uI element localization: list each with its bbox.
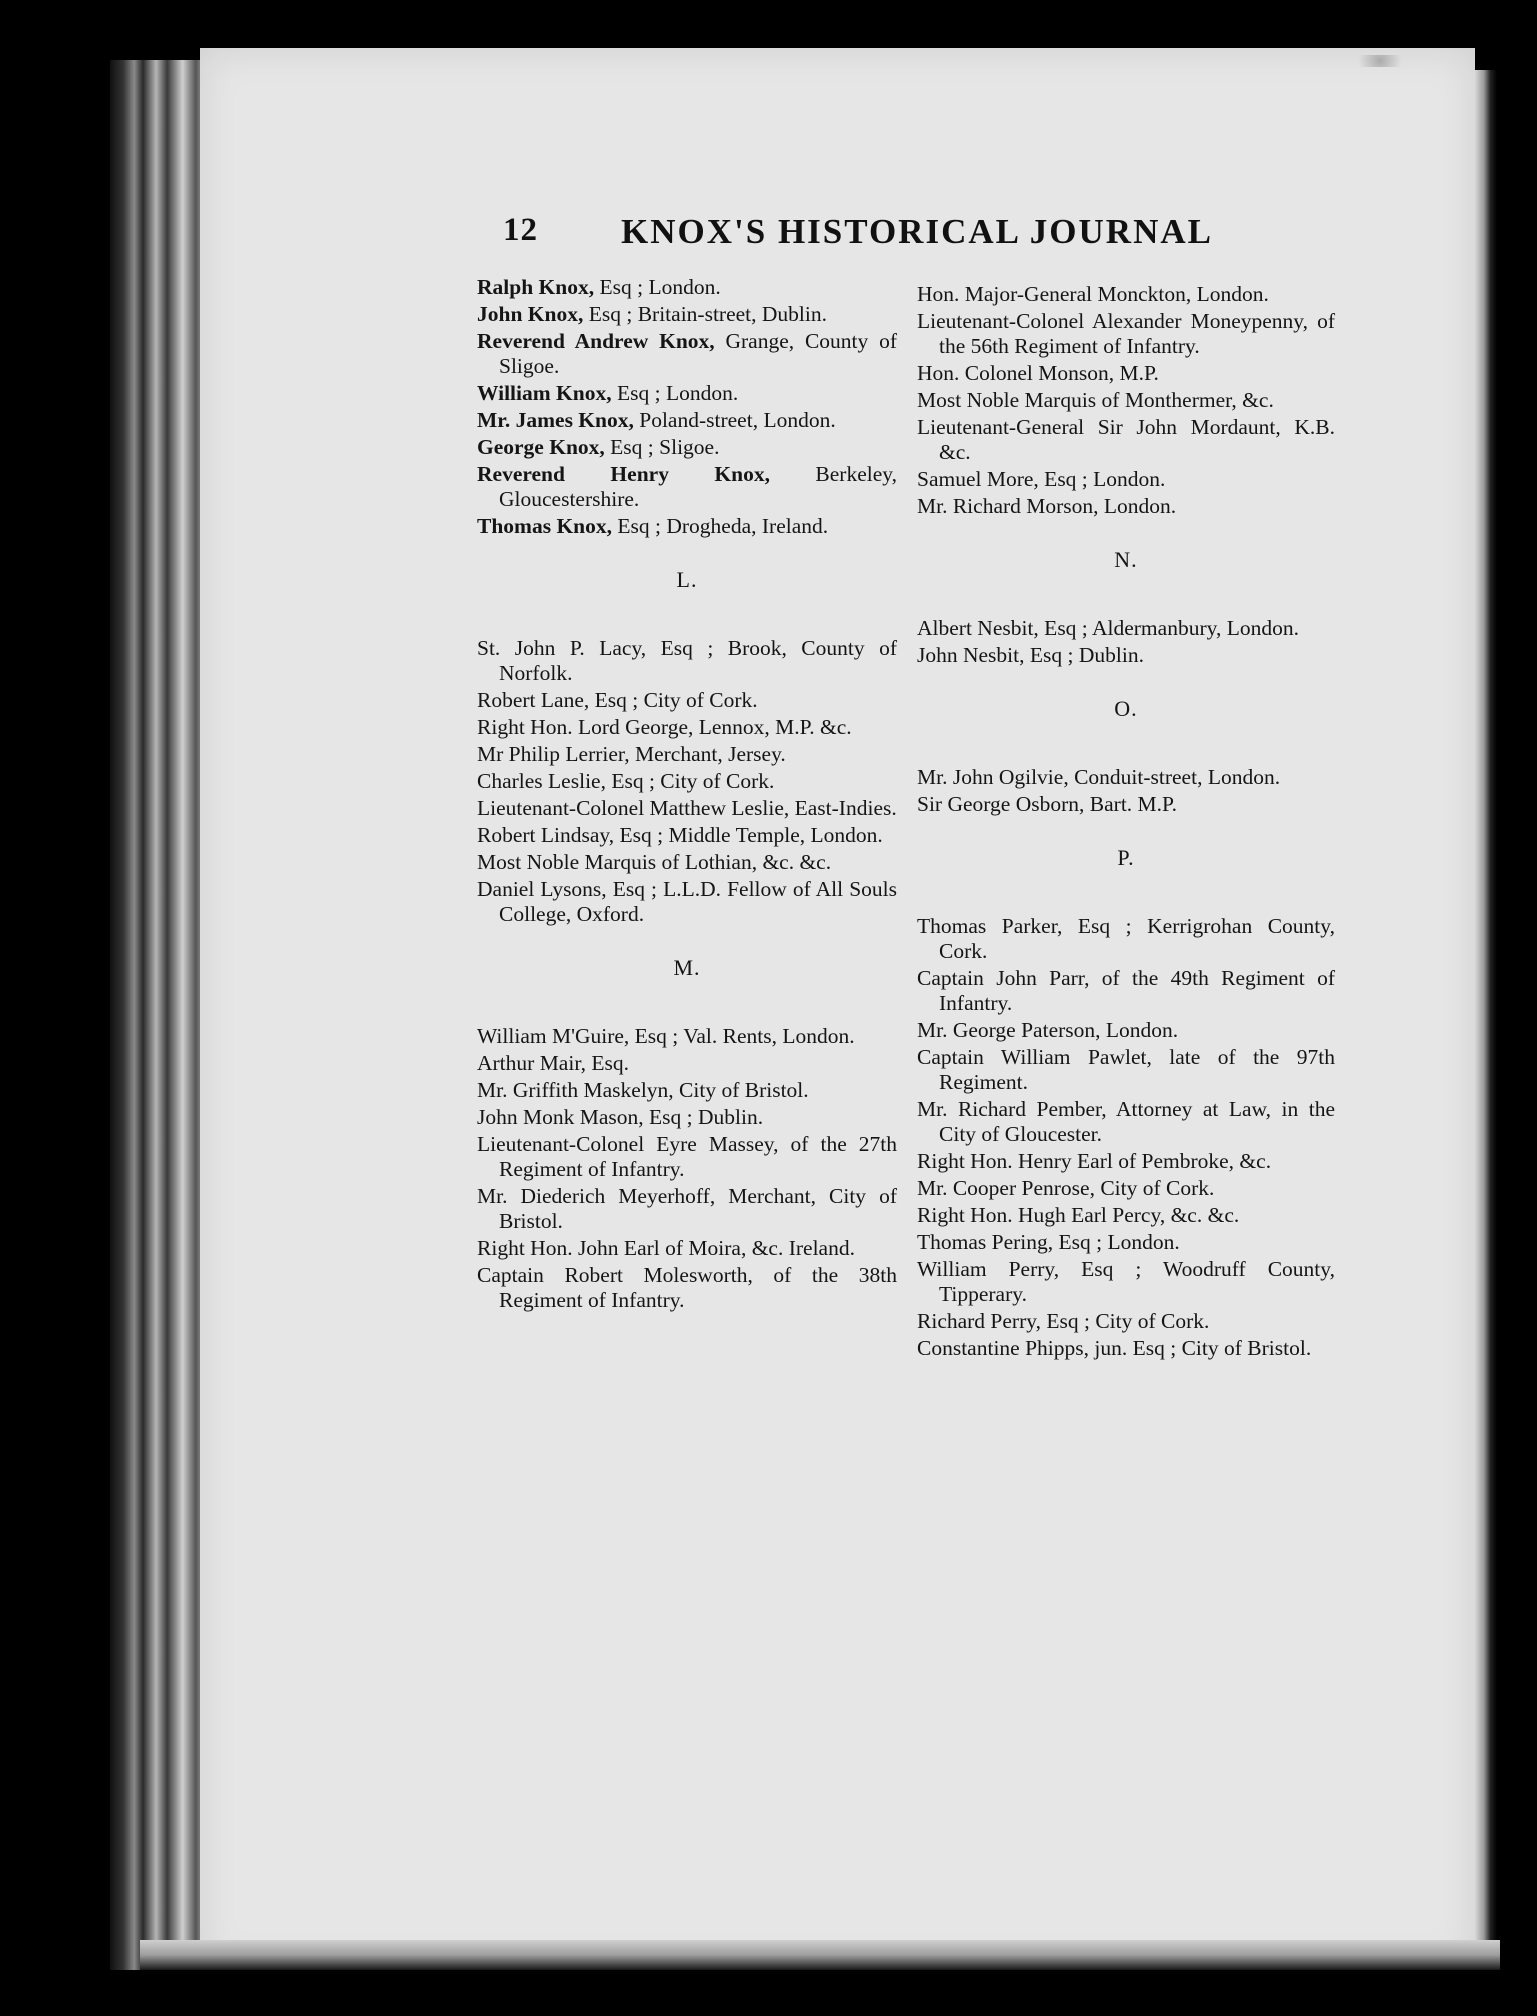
list-item: Robert Lane, Esq ; City of Cork.: [477, 688, 758, 712]
list-item: William M'Guire, Esq ; Val. Rents, London.: [477, 1024, 855, 1048]
list-item: Right Hon. Henry Earl of Pembroke, &c.: [917, 1149, 1272, 1173]
list-item: Hon. Colonel Monson, M.P.: [917, 361, 1159, 385]
entry-name: John Knox,: [477, 302, 584, 326]
entry-detail: Esq ; Britain-street, Dublin.: [583, 302, 827, 326]
list-item: Lieutenant-Colonel Eyre Massey, of the 27th Regiment of Infantry.: [477, 1132, 897, 1181]
n-entries: [917, 616, 1335, 668]
list-item: Most Noble Marquis of Monthermer, &c.: [917, 388, 1274, 412]
list-item: Thomas Parker, Esq ; Kerrigrohan County, Cork.: [917, 914, 1335, 963]
list-item: Captain Robert Molesworth, of the 38th Regiment of Infantry.: [477, 1263, 897, 1312]
m-entries-right: [917, 282, 1335, 519]
entry-name: George Knox,: [477, 435, 605, 459]
list-item: [477, 408, 897, 433]
entry-name: Reverend Andrew Knox,: [477, 329, 715, 353]
list-item: Arthur Mair, Esq.: [477, 1051, 630, 1075]
list-item: St. John P. Lacy, Esq ; Brook, County of Norfolk.: [477, 636, 897, 685]
list-item: Mr. Richard Morson, London.: [917, 494, 1177, 518]
o-entries: [917, 765, 1335, 817]
list-item: [477, 514, 897, 539]
l-entries: [477, 636, 897, 927]
list-item: Mr. George Paterson, London.: [917, 1018, 1179, 1042]
bottom-page-edge: [140, 1940, 1500, 1970]
list-item: Albert Nesbit, Esq ; Aldermanbury, London.: [917, 616, 1299, 640]
list-item: Captain John Parr, of the 49th Regiment of Infantry.: [917, 966, 1335, 1015]
list-item: Thomas Pering, Esq ; London.: [917, 1230, 1180, 1254]
list-item: Right Hon. Lord George, Lennox, M.P. &c.: [477, 715, 852, 739]
list-item: Samuel More, Esq ; London.: [917, 467, 1166, 491]
list-item: Mr. Diederich Meyerhoff, Merchant, City of Bristol.: [477, 1184, 897, 1233]
list-item: [477, 381, 897, 406]
left-column: [477, 275, 897, 1315]
running-title: KNOX'S HISTORICAL JOURNAL: [621, 212, 1213, 251]
list-item: William Perry, Esq ; Woodruff County, Tipperary.: [917, 1257, 1335, 1306]
k-entries: [477, 275, 897, 539]
list-item: Daniel Lysons, Esq ; L.L.D. Fellow of All Souls College, Oxford.: [477, 877, 897, 926]
list-item: Hon. Major-General Monckton, London.: [917, 282, 1269, 306]
list-item: Lieutenant-Colonel Alexander Moneypenny, of the 56th Regiment of Infantry.: [917, 309, 1335, 358]
list-item: Mr. Cooper Penrose, City of Cork.: [917, 1176, 1215, 1200]
list-item: Sir George Osborn, Bart. M.P.: [917, 792, 1177, 816]
list-item: Richard Perry, Esq ; City of Cork.: [917, 1309, 1210, 1333]
section-heading-m: M.: [673, 955, 701, 980]
right-page-edge: [1475, 70, 1497, 1940]
page-header: [503, 212, 1228, 262]
list-item: Right Hon. John Earl of Moira, &c. Ireland.: [477, 1236, 855, 1260]
list-item: John Monk Mason, Esq ; Dublin.: [477, 1105, 764, 1129]
list-item: Mr. John Ogilvie, Conduit-street, London.: [917, 765, 1281, 789]
m-entries-left: [477, 1024, 897, 1313]
entry-detail: Berkeley, Gloucestershire.: [499, 462, 897, 511]
scan-noise-mark: [1350, 55, 1410, 67]
entry-name: Ralph Knox,: [477, 275, 595, 299]
list-item: Lieutenant-Colonel Matthew Leslie, East-Indies.: [477, 796, 897, 820]
entry-detail: Grange, County of Sligoe.: [499, 329, 897, 378]
entry-detail: Esq ; Sligoe.: [604, 435, 720, 459]
entry-name: William Knox,: [477, 381, 612, 405]
list-item: [477, 275, 897, 300]
entry-name: Mr. James Knox,: [477, 408, 634, 432]
list-item: [477, 329, 897, 379]
section-heading-p: P.: [1117, 845, 1135, 870]
p-entries: [917, 914, 1335, 1361]
list-item: Mr. Griffith Maskelyn, City of Bristol.: [477, 1078, 809, 1102]
entry-detail: Esq ; London.: [594, 275, 721, 299]
list-item: Captain William Pawlet, late of the 97th Regiment.: [917, 1045, 1335, 1094]
list-item: [477, 435, 897, 460]
section-heading-n: N.: [1114, 547, 1138, 572]
entry-detail: Esq ; London.: [611, 381, 739, 405]
list-item: Lieutenant-General Sir John Mordaunt, K.B. &c.: [917, 415, 1335, 464]
list-item: Most Noble Marquis of Lothian, &c. &c.: [477, 850, 832, 874]
list-item: Robert Lindsay, Esq ; Middle Temple, London.: [477, 823, 883, 847]
entry-detail: Esq ; Drogheda, Ireland.: [612, 514, 829, 538]
list-item: [477, 302, 897, 327]
entry-detail: Poland-street, London.: [633, 408, 836, 432]
list-item: Charles Leslie, Esq ; City of Cork.: [477, 769, 775, 793]
list-item: Constantine Phipps, jun. Esq ; City of Bristol.: [917, 1336, 1312, 1360]
section-heading-l: L.: [676, 567, 698, 592]
list-item: Mr Philip Lerrier, Merchant, Jersey.: [477, 742, 786, 766]
list-item: John Nesbit, Esq ; Dublin.: [917, 643, 1144, 667]
right-column: [917, 282, 1335, 1363]
list-item: Mr. Richard Pember, Attorney at Law, in the City of Gloucester.: [917, 1097, 1335, 1146]
list-item: Right Hon. Hugh Earl Percy, &c. &c.: [917, 1203, 1240, 1227]
page-number: 12: [503, 212, 538, 248]
list-item: [477, 462, 897, 512]
entry-name: Thomas Knox,: [477, 514, 613, 538]
entry-name: Reverend Henry Knox,: [477, 462, 770, 486]
section-heading-o: O.: [1114, 696, 1138, 721]
